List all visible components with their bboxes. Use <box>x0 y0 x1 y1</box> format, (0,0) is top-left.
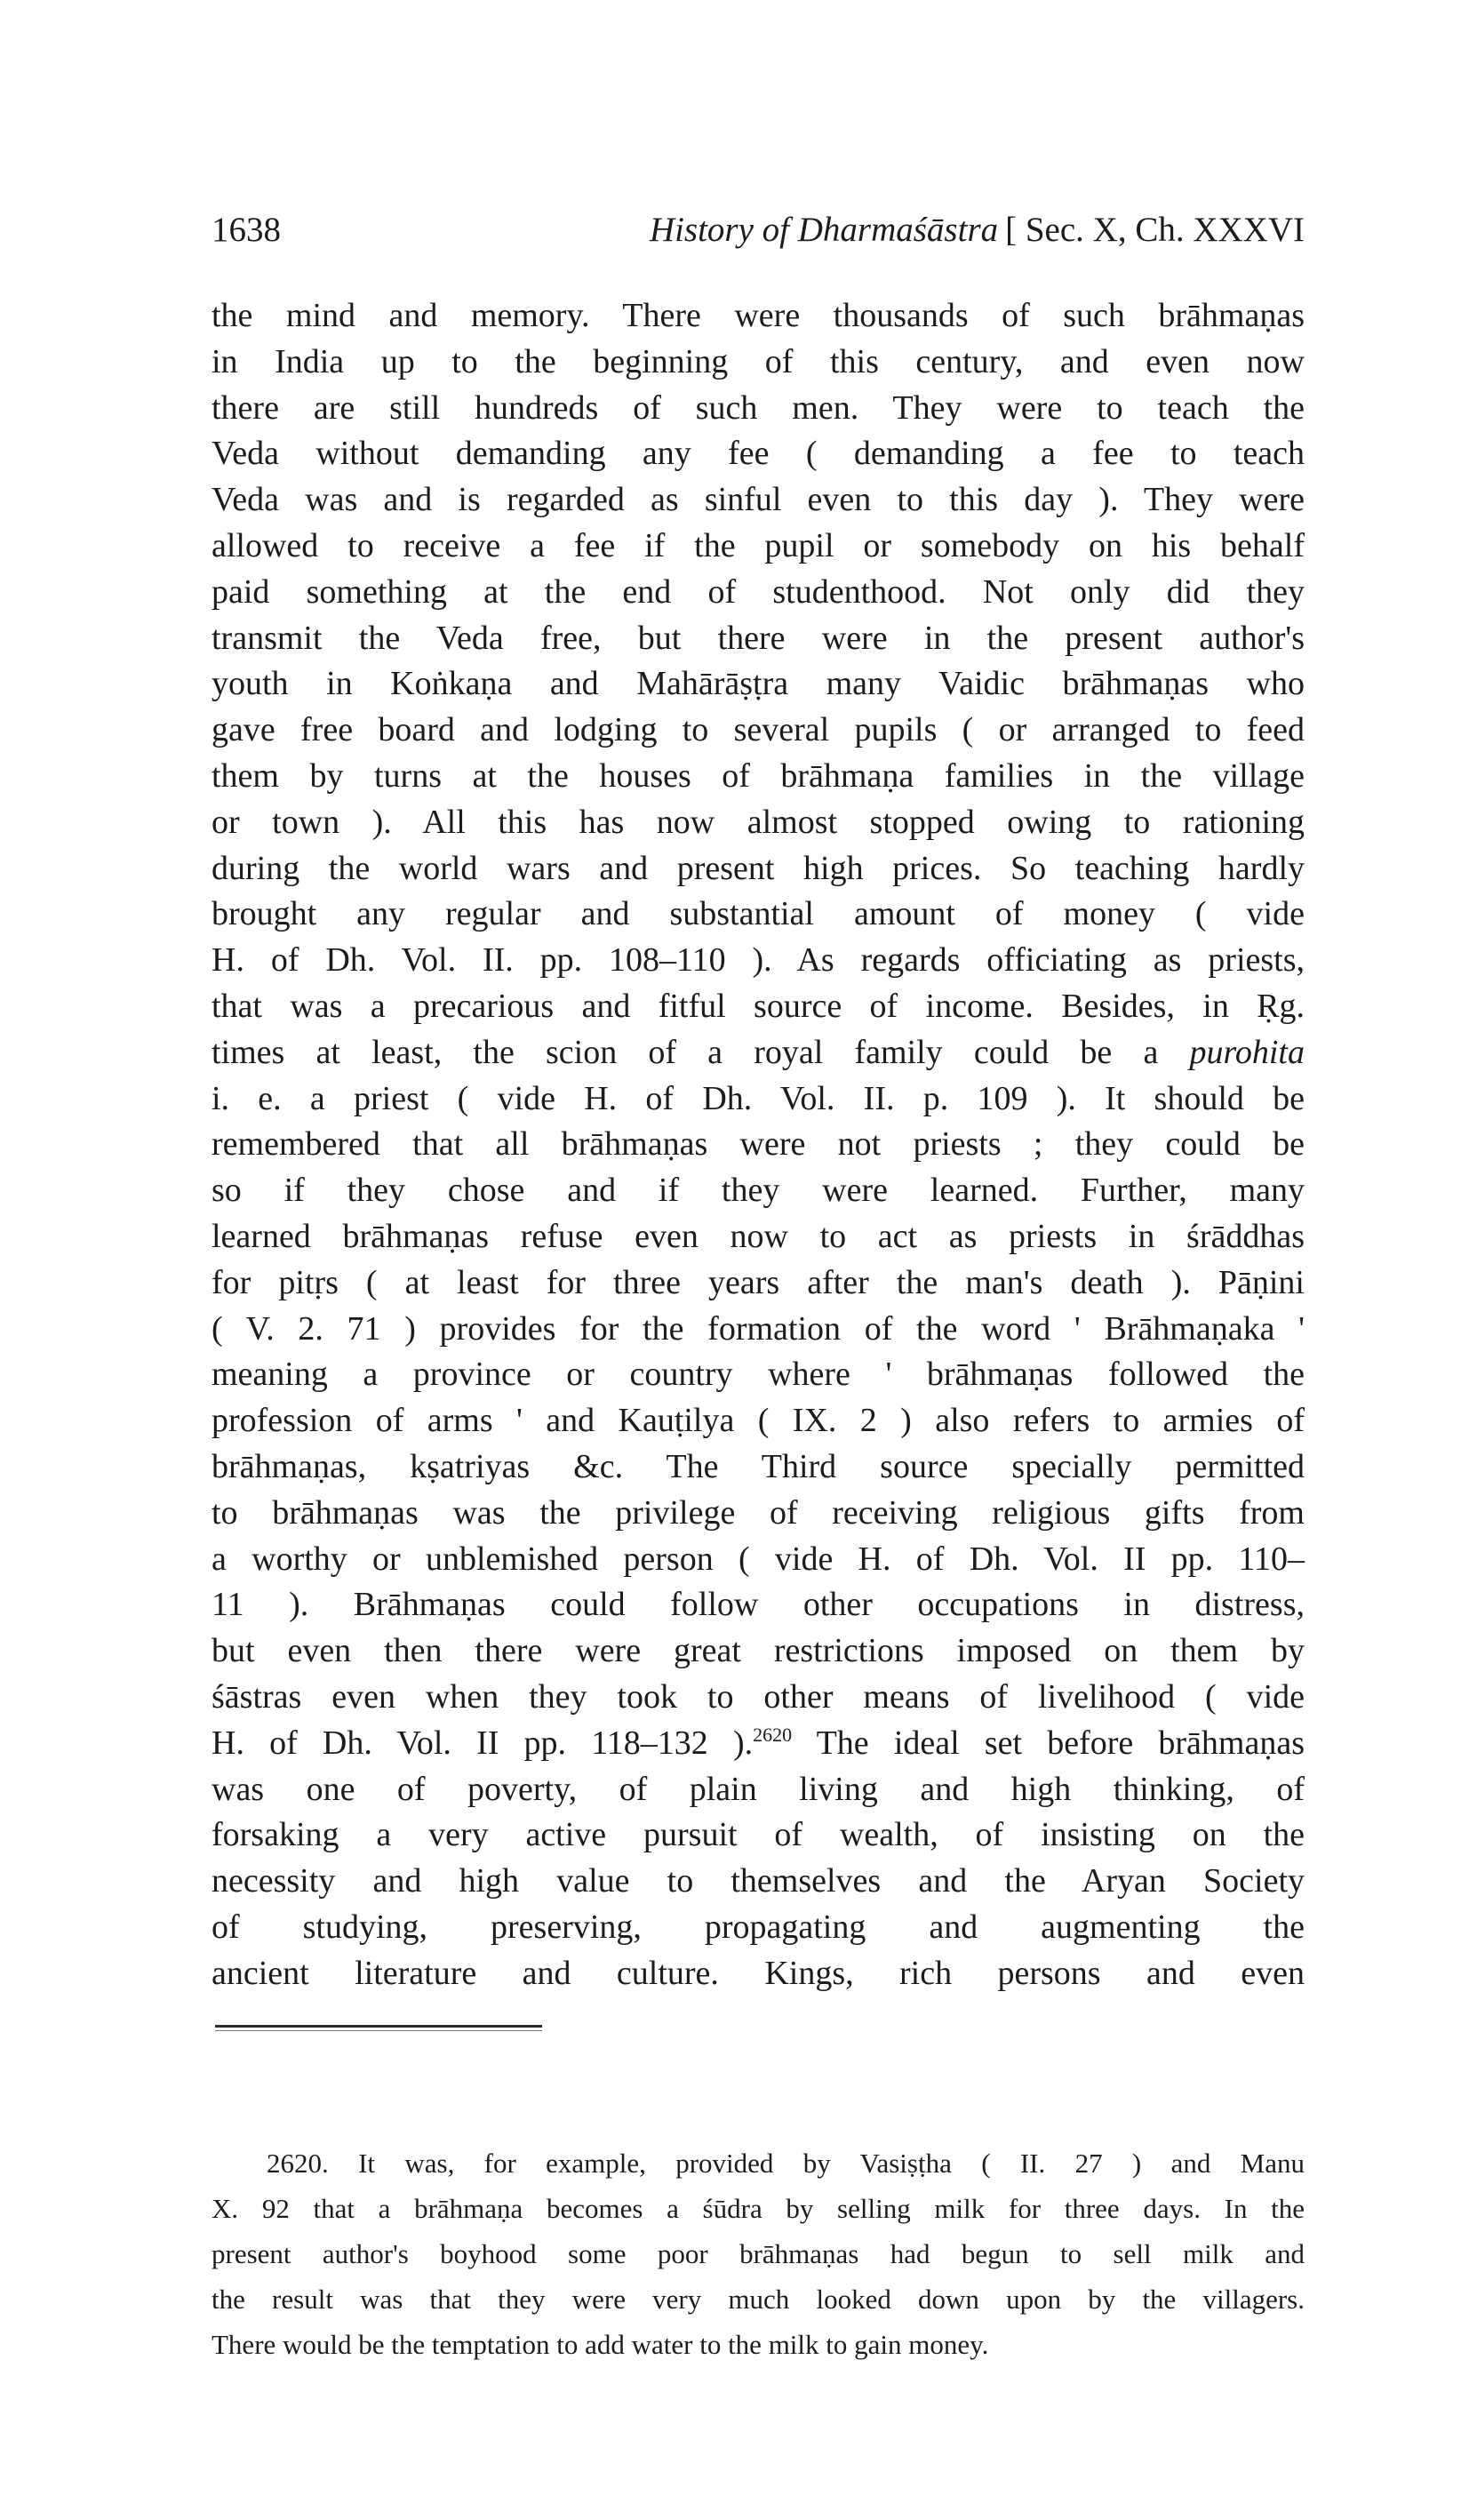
text-line: transmit the Veda free, but there were in the present author's <box>212 619 1305 657</box>
footnote-line: the result was that they were very much looked down upon by the villagers. <box>212 2284 1305 2315</box>
footnote-marker: 2620 <box>753 1723 793 1746</box>
text-line: but even then there were great restrictions imposed on them by <box>212 1632 1305 1670</box>
text-line: allowed to receive a fee if the pupil or somebody on his behalf <box>212 526 1305 564</box>
text-line: of studying, preserving, propagating and augmenting the <box>212 1908 1305 1946</box>
footnote-line: X. 92 that a brāhmaṇa becomes a śūdra by selling milk for three days. In the <box>212 2193 1305 2224</box>
text-line: there are still hundreds of such men. They were to teach the <box>212 388 1305 427</box>
text-line: śāstras even when they took to other means of livelihood ( vide <box>212 1677 1305 1716</box>
text-line: youth in Koṅkaṇa and Mahārāṣṭra many Vaidic brāhmaṇas who <box>212 665 1305 703</box>
text-line: the mind and memory. There were thousands of such brāhmaṇas <box>212 297 1305 334</box>
text-line: learned brāhmaṇas refuse even now to act as priests in śrāddhas <box>212 1217 1305 1255</box>
text-line: them by turns at the houses of brāhmaṇa families in the village <box>212 756 1305 795</box>
footnote-divider-underline <box>215 2030 542 2031</box>
text-line: paid something at the end of studenthood. Not only did they <box>212 572 1305 611</box>
text-line: meaning a province or country where ' brāhmaṇas followed the <box>212 1356 1305 1394</box>
text-line: for pitṛs ( at least for three years after the man's death ). Pāṇini <box>212 1263 1305 1301</box>
text-line <box>212 1030 1305 1076</box>
footnote-divider <box>215 2025 542 2028</box>
text-line: H. of Dh. Vol. II. pp. 108–110 ). As regards officiating as priests, <box>212 941 1305 980</box>
italic-term-purohita: purohita <box>1189 1033 1305 1071</box>
book-title: History of Dharmaśāstra <box>649 211 999 249</box>
text-line: Veda without demanding any fee ( demanding a fee to teach <box>212 435 1305 473</box>
text-line: Veda was and is regarded as sinful even to this day ). They were <box>212 481 1305 519</box>
running-title <box>650 210 1305 250</box>
footnote-line: 2620. It was, for example, provided by Vasiṣṭha ( II. 27 ) and Manu <box>267 2148 1305 2179</box>
text-line-end: The ideal set before brāhmaṇas <box>816 1724 1305 1762</box>
text-line: a worthy or unblemished person ( vide H. of Dh. Vol. II pp. 110– <box>212 1540 1305 1578</box>
text-line <box>212 1721 1305 1767</box>
footnote <box>212 2140 1305 2367</box>
text-line-start: H. of Dh. Vol. II pp. 118–132 ). <box>212 1724 754 1762</box>
text-line: that was a precarious and fitful source of income. Besides, in Ṛg. <box>212 987 1305 1025</box>
text-line: or town ). All this has now almost stopped owing to rationing <box>212 803 1305 841</box>
text-line: ( V. 2. 71 ) provides for the formation of the word ' Brāhmaṇaka ' <box>212 1309 1305 1348</box>
text-line: necessity and high value to themselves and the Aryan Society <box>212 1862 1305 1900</box>
text-line: was one of poverty, of plain living and high thinking, of <box>212 1770 1305 1808</box>
page-header <box>212 210 1305 260</box>
text-line-start: times at least, the scion of a royal family could be a <box>212 1033 1159 1071</box>
text-line: to brāhmaṇas was the privilege of receiving religious gifts from <box>212 1493 1305 1532</box>
text-line: forsaking a very active pursuit of wealth, of insisting on the <box>212 1816 1305 1854</box>
text-line: i. e. a priest ( vide H. of Dh. Vol. II. p. 109 ). It should be <box>212 1079 1305 1117</box>
text-line: during the world wars and present high prices. So teaching hardly <box>212 849 1305 887</box>
text-line: remembered that all brāhmaṇas were not priests ; they could be <box>212 1125 1305 1164</box>
text-line: in India up to the beginning of this century, and even now <box>212 342 1305 380</box>
section-reference: [ Sec. X, Ch. XXXVI <box>1005 211 1305 249</box>
page-number: 1638 <box>212 211 281 249</box>
footnote-line: There would be the temptation to add water to the milk to gain money. <box>212 2329 989 2360</box>
main-text <box>212 293 1305 1992</box>
text-line: brāhmaṇas, kṣatriyas &c. The Third source specially permitted <box>212 1447 1305 1485</box>
text-line: ancient literature and culture. Kings, rich persons and even <box>212 1954 1305 1992</box>
text-line: so if they chose and if they were learned. Further, many <box>212 1172 1305 1210</box>
text-line: gave free board and lodging to several pupils ( or arranged to feed <box>212 711 1305 749</box>
text-line: profession of arms ' and Kauṭilya ( IX. 2 ) also refers to armies of <box>212 1402 1305 1440</box>
text-line: 11 ). Brāhmaṇas could follow other occupations in distress, <box>212 1586 1305 1624</box>
footnote-line: present author's boyhood some poor brāhmaṇas had begun to sell milk and <box>212 2238 1305 2269</box>
text-line: brought any regular and substantial amount of money ( vide <box>212 895 1305 933</box>
